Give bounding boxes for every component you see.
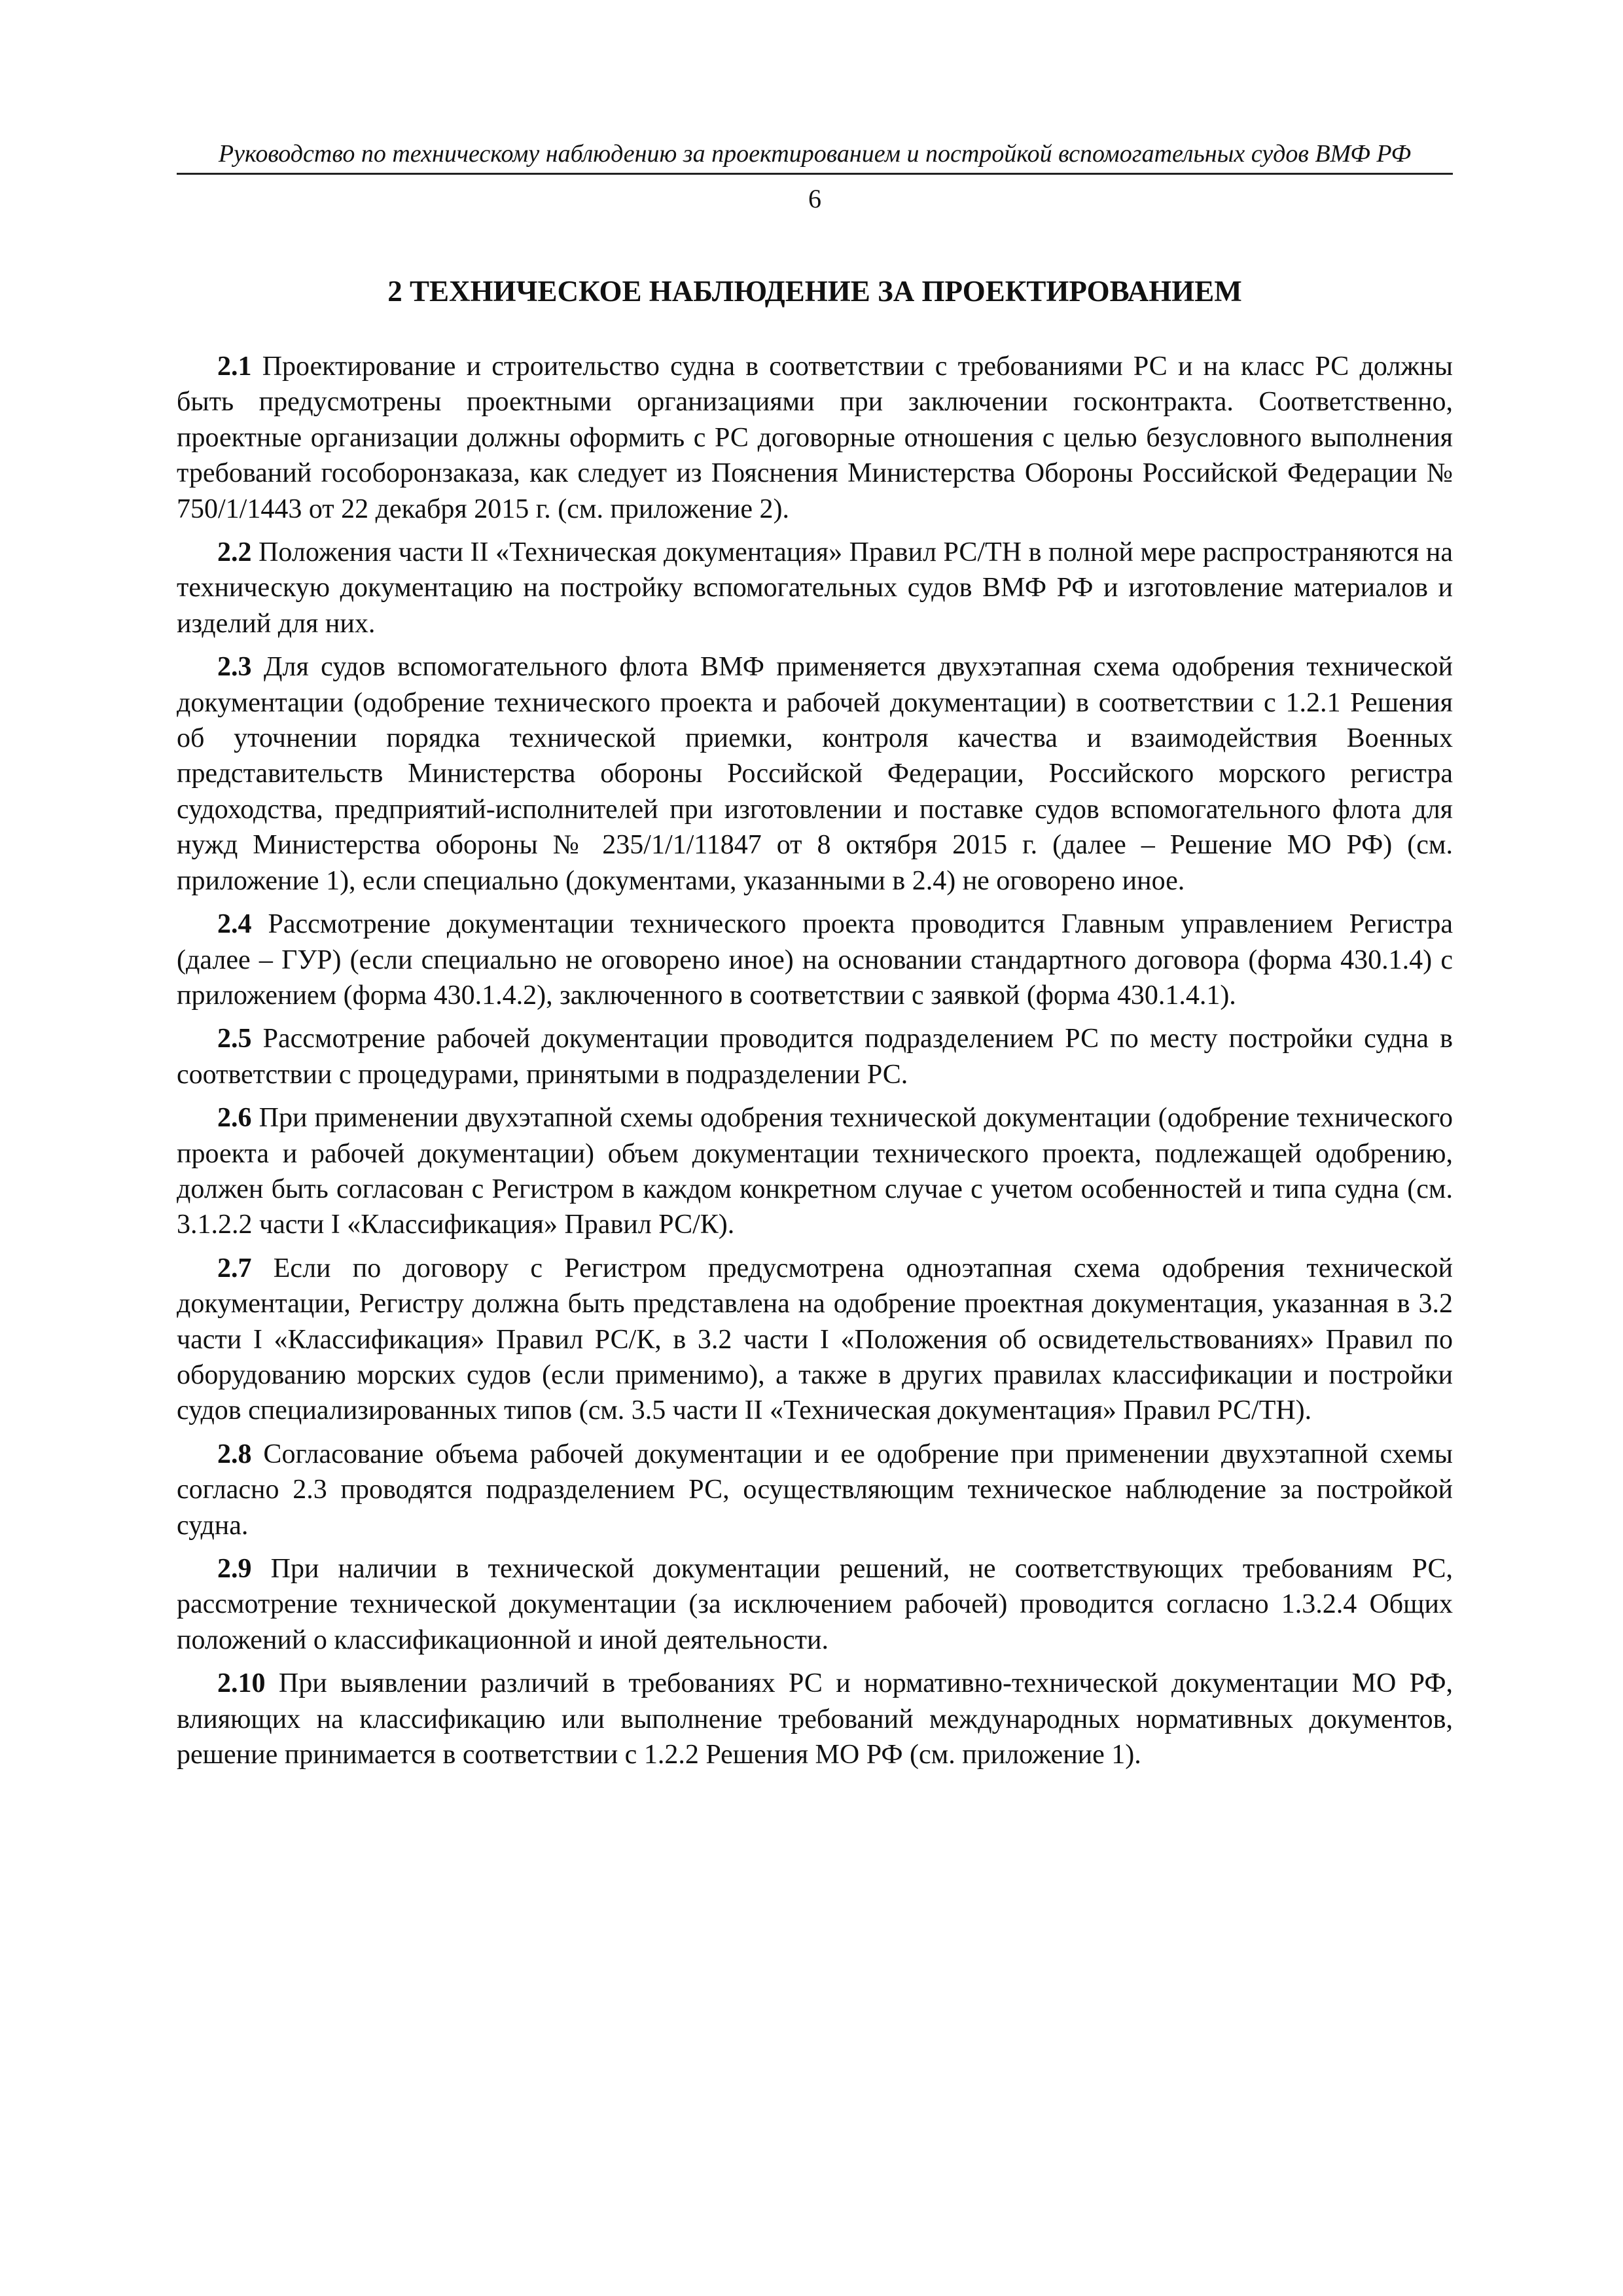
clause-number: 2.4	[217, 909, 252, 940]
page-number: 6	[808, 184, 821, 213]
clause-number: 2.3	[217, 652, 252, 683]
document-page	[177, 137, 1453, 1780]
clause-2-9	[177, 1551, 1453, 1658]
clause-text: При наличии в технической документации решений, не соответствующих требованиям РС, рассмотрение технической документации (за исключением рабочей) проводится согласно 1.3.2.4 Общих положений о классификационной и иной деятельности.	[177, 1554, 1453, 1655]
clause-2-1	[177, 349, 1453, 527]
clause-number: 2.5	[217, 1024, 252, 1054]
clause-text: При применении двухэтапной схемы одобрения технической документации (одобрение технического проекта и рабочей документации) объем документации технического проекта, подлежащей одобрению, должен быть согласован с Регистром в каждом конкретном случае с учетом особенностей и типа судна (см. 3.1.2.2 части I «Классификация» Правил РС/К).	[177, 1103, 1453, 1240]
clause-text: Рассмотрение документации технического проекта проводится Главным управлением Регистра (далее – ГУР) (если специально не оговорено иное) на основании стандартного договора (форма 430.1.4) с приложением (форма 430.1.4.2), заключенного в соответствии с заявкой (форма 430.1.4.1).	[177, 909, 1453, 1011]
section-title: 2 ТЕХНИЧЕСКОЕ НАБЛЮДЕНИЕ ЗА ПРОЕКТИРОВАНИЕМ	[387, 275, 1242, 308]
clause-number: 2.1	[217, 351, 252, 382]
clause-number: 2.6	[217, 1103, 252, 1134]
clause-2-6	[177, 1100, 1453, 1243]
clause-2-4	[177, 906, 1453, 1013]
clause-number: 2.7	[217, 1253, 252, 1283]
clause-text: Рассмотрение рабочей документации проводится подразделением РС по месту постройки судна в соответствии с процедурами, принятыми в подразделении РС.	[177, 1024, 1453, 1090]
clause-2-5	[177, 1021, 1453, 1092]
clause-number: 2.10	[217, 1668, 266, 1699]
clause-number: 2.9	[217, 1554, 252, 1584]
clause-2-2	[177, 535, 1453, 641]
clause-text: Если по договору с Регистром предусмотрена одноэтапная схема одобрения технической документации, Регистру должна быть представлена на одобрение проектная документация, указанная в 3.2 части I «Классификация» Правил РС/К, в 3.2 части I «Положения об освидетельствованиях» Правил по оборудованию морских судов (если применимо), а также в других правилах классификации и постройки судов специализированных типов (см. 3.5 части II «Техническая документация» Правил РС/ТН).	[177, 1253, 1453, 1426]
clause-2-3	[177, 649, 1453, 899]
clause-text: Проектирование и строительство судна в соответствии с требованиями РС и на класс РС должны быть предусмотрены проектными организациями при заключении госконтракта. Соответственно, проектные организации должны оформить с РС договорные отношения с целью безусловного выполнения требований гособоронзаказа, как следует из Пояснения Министерства Обороны Российской Федерации № 750/1/1443 от 22 декабря 2015 г. (см. приложение 2).	[177, 351, 1453, 524]
clause-number: 2.8	[217, 1439, 252, 1469]
clause-number: 2.2	[217, 537, 252, 568]
running-header: Руководство по техническому наблюдению за проектированием и постройкой вспомогательных судов ВМФ РФ	[177, 137, 1453, 175]
clause-2-10	[177, 1666, 1453, 1772]
clause-2-7	[177, 1251, 1453, 1429]
clause-text: Положения части II «Техническая документация» Правил РС/ТН в полной мере распространяются на техническую документацию на постройку вспомогательных судов ВМФ РФ и изготовление материалов и изделий для них.	[177, 537, 1453, 639]
clause-text: Согласование объема рабочей документации и ее одобрение при применении двухэтапной схемы согласно 2.3 проводятся подразделением РС, осуществляющим техническое наблюдение за постройкой судна.	[177, 1439, 1453, 1541]
clause-text: При выявлении различий в требованиях РС и нормативно-технической документации МО РФ, влияющих на классификацию или выполнение требований международных нормативных документов, решение принимается в соответствии с 1.2.2 Решения МО РФ (см. приложение 1).	[177, 1668, 1453, 1770]
clause-text: Для судов вспомогательного флота ВМФ применяется двухэтапная схема одобрения технической документации (одобрение технического проекта и рабочей документации) в соответствии с 1.2.1 Решения об уточнении порядка технической приемки, контроля качества и взаимодействия Военных представительств Министерства обороны Российской Федерации, Российского морского регистра судоходства, предприятий-исполнителей при изготовлении и поставке судов вспомогательного флота для нужд Министерства обороны № 235/1/1/11847 от 8 октября 2015 г. (далее – Решение МО РФ) (см. приложение 1), если специально (документами, указанными в 2.4) не оговорено иное.	[177, 652, 1453, 896]
clause-2-8	[177, 1437, 1453, 1543]
